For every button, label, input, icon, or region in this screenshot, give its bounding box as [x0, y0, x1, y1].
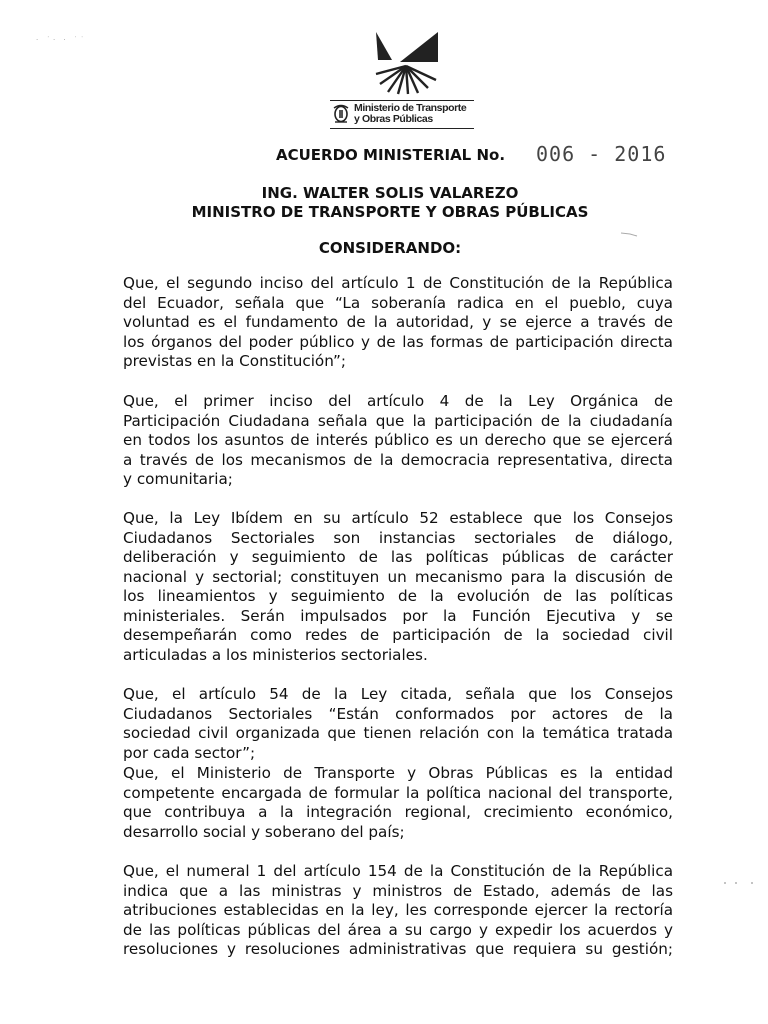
paragraph-line: a través de los mecanismos de la democracia representativa, directa — [123, 450, 673, 469]
paragraph-line: Que, la Ley Ibídem en su artículo 52 establece que los Consejos — [123, 509, 673, 527]
paragraph-line: desempeñarán como redes de participación de la sociedad civil — [123, 626, 673, 644]
paragraph-line: Ciudadanos Sectoriales “Están conformados por actores de la — [123, 704, 673, 723]
paragraph-6 — [123, 862, 673, 960]
paragraph-line: y comunitaria; — [123, 470, 233, 488]
paragraph-5 — [123, 764, 673, 842]
scan-artifact-dots — [722, 880, 758, 886]
ministry-name-line-2: y Obras Públicas — [354, 113, 433, 125]
paragraph-line: competente encargada de formular la política nacional del transporte, — [123, 783, 673, 802]
ministry-letterhead — [330, 30, 480, 130]
paragraph-line: Que, el artículo 54 de la Ley citada, señala que los Consejos — [123, 685, 673, 703]
paragraph-line: desarrollo social y soberano del país; — [123, 822, 405, 841]
paragraph-line: resoluciones y resoluciones administrativas que requiera su gestión; — [123, 940, 673, 958]
acuerdo-label: ACUERDO MINISTERIAL No. — [276, 146, 506, 164]
signatory-heading — [100, 184, 680, 222]
paragraph-line: que contribuya a la integración regional, crecimiento económico, — [123, 803, 673, 821]
signatory-name: ING. WALTER SOLIS VALAREZO — [261, 184, 519, 202]
paragraph-1 — [123, 274, 673, 372]
paragraph-line: sociedad civil organizada que tienen relación con la temática tratada — [123, 724, 673, 742]
paragraph-2 — [123, 392, 673, 490]
paragraph-line: Que, el segundo inciso del artículo 1 de Constitución de la República — [123, 274, 673, 292]
paragraph-line: los órganos del poder público y de las formas de participación directa — [123, 332, 673, 351]
paragraph-4 — [123, 685, 673, 763]
paragraph-line: articuladas a los ministerios sectoriales. — [123, 645, 428, 664]
ecuador-coat-of-arms-icon — [332, 104, 350, 124]
section-heading: CONSIDERANDO: — [318, 239, 462, 257]
ministry-name — [354, 103, 474, 125]
acuerdo-number: 006 - 2016 — [536, 142, 667, 166]
paragraph-line: atribuciones establecidas en la ley, les corresponde ejercer la rectoría — [123, 901, 673, 919]
paragraph-line: Ciudadanos Sectoriales son instancias sectoriales de diálogo, — [123, 528, 673, 547]
letterhead-rule-top — [330, 100, 474, 101]
paragraph-line: por cada sector”; — [123, 743, 256, 762]
paragraph-line: Participación Ciudadana señala que la participación de la ciudadanía — [123, 411, 673, 430]
paragraph-line: voluntad es el fundamento de la autoridad, y se ejerce a través de — [123, 313, 673, 331]
paragraph-line: Que, el primer inciso del artículo 4 de la Ley Orgánica de — [123, 392, 673, 410]
paragraph-line: Que, el Ministerio de Transporte y Obras Públicas es la entidad — [123, 764, 673, 782]
signatory-title: MINISTRO DE TRANSPORTE Y OBRAS PÚBLICAS — [191, 203, 589, 221]
paragraph-line: del Ecuador, señala que “La soberanía radica en el pueblo, cuya — [123, 293, 673, 312]
paragraph-line: en todos los asuntos de interés público es un derecho que se ejercerá — [123, 431, 673, 449]
paragraph-line: nacional y sectorial; constituyen un mecanismo para la discusión de — [123, 567, 673, 586]
scan-artifact-mark — [620, 231, 638, 237]
paragraph-line: ministeriales. Serán impulsados por la Función Ejecutiva y se — [123, 606, 673, 625]
paragraph-3 — [123, 509, 673, 665]
scan-artifact: · ˙· · ˙˙ — [36, 36, 87, 44]
paragraph-line: indica que a las ministras y ministros de Estado, además de las — [123, 881, 673, 900]
letterhead-rule-bottom — [330, 128, 474, 129]
paragraph-line: previstas en la Constitución”; — [123, 352, 346, 370]
ministry-fan-logo-icon — [372, 30, 442, 96]
paragraph-line: los lineamientos y seguimiento de la evolución de las políticas — [123, 587, 673, 605]
paragraph-line: Que, el numeral 1 del artículo 154 de la Constitución de la República — [123, 862, 673, 880]
ministry-name-line-1: Ministerio de Transporte — [354, 102, 467, 114]
paragraph-line: de las políticas públicas del área a su cargo y expedir los acuerdos y — [123, 920, 673, 939]
paragraph-line: deliberación y seguimiento de las políticas públicas de carácter — [123, 548, 673, 566]
